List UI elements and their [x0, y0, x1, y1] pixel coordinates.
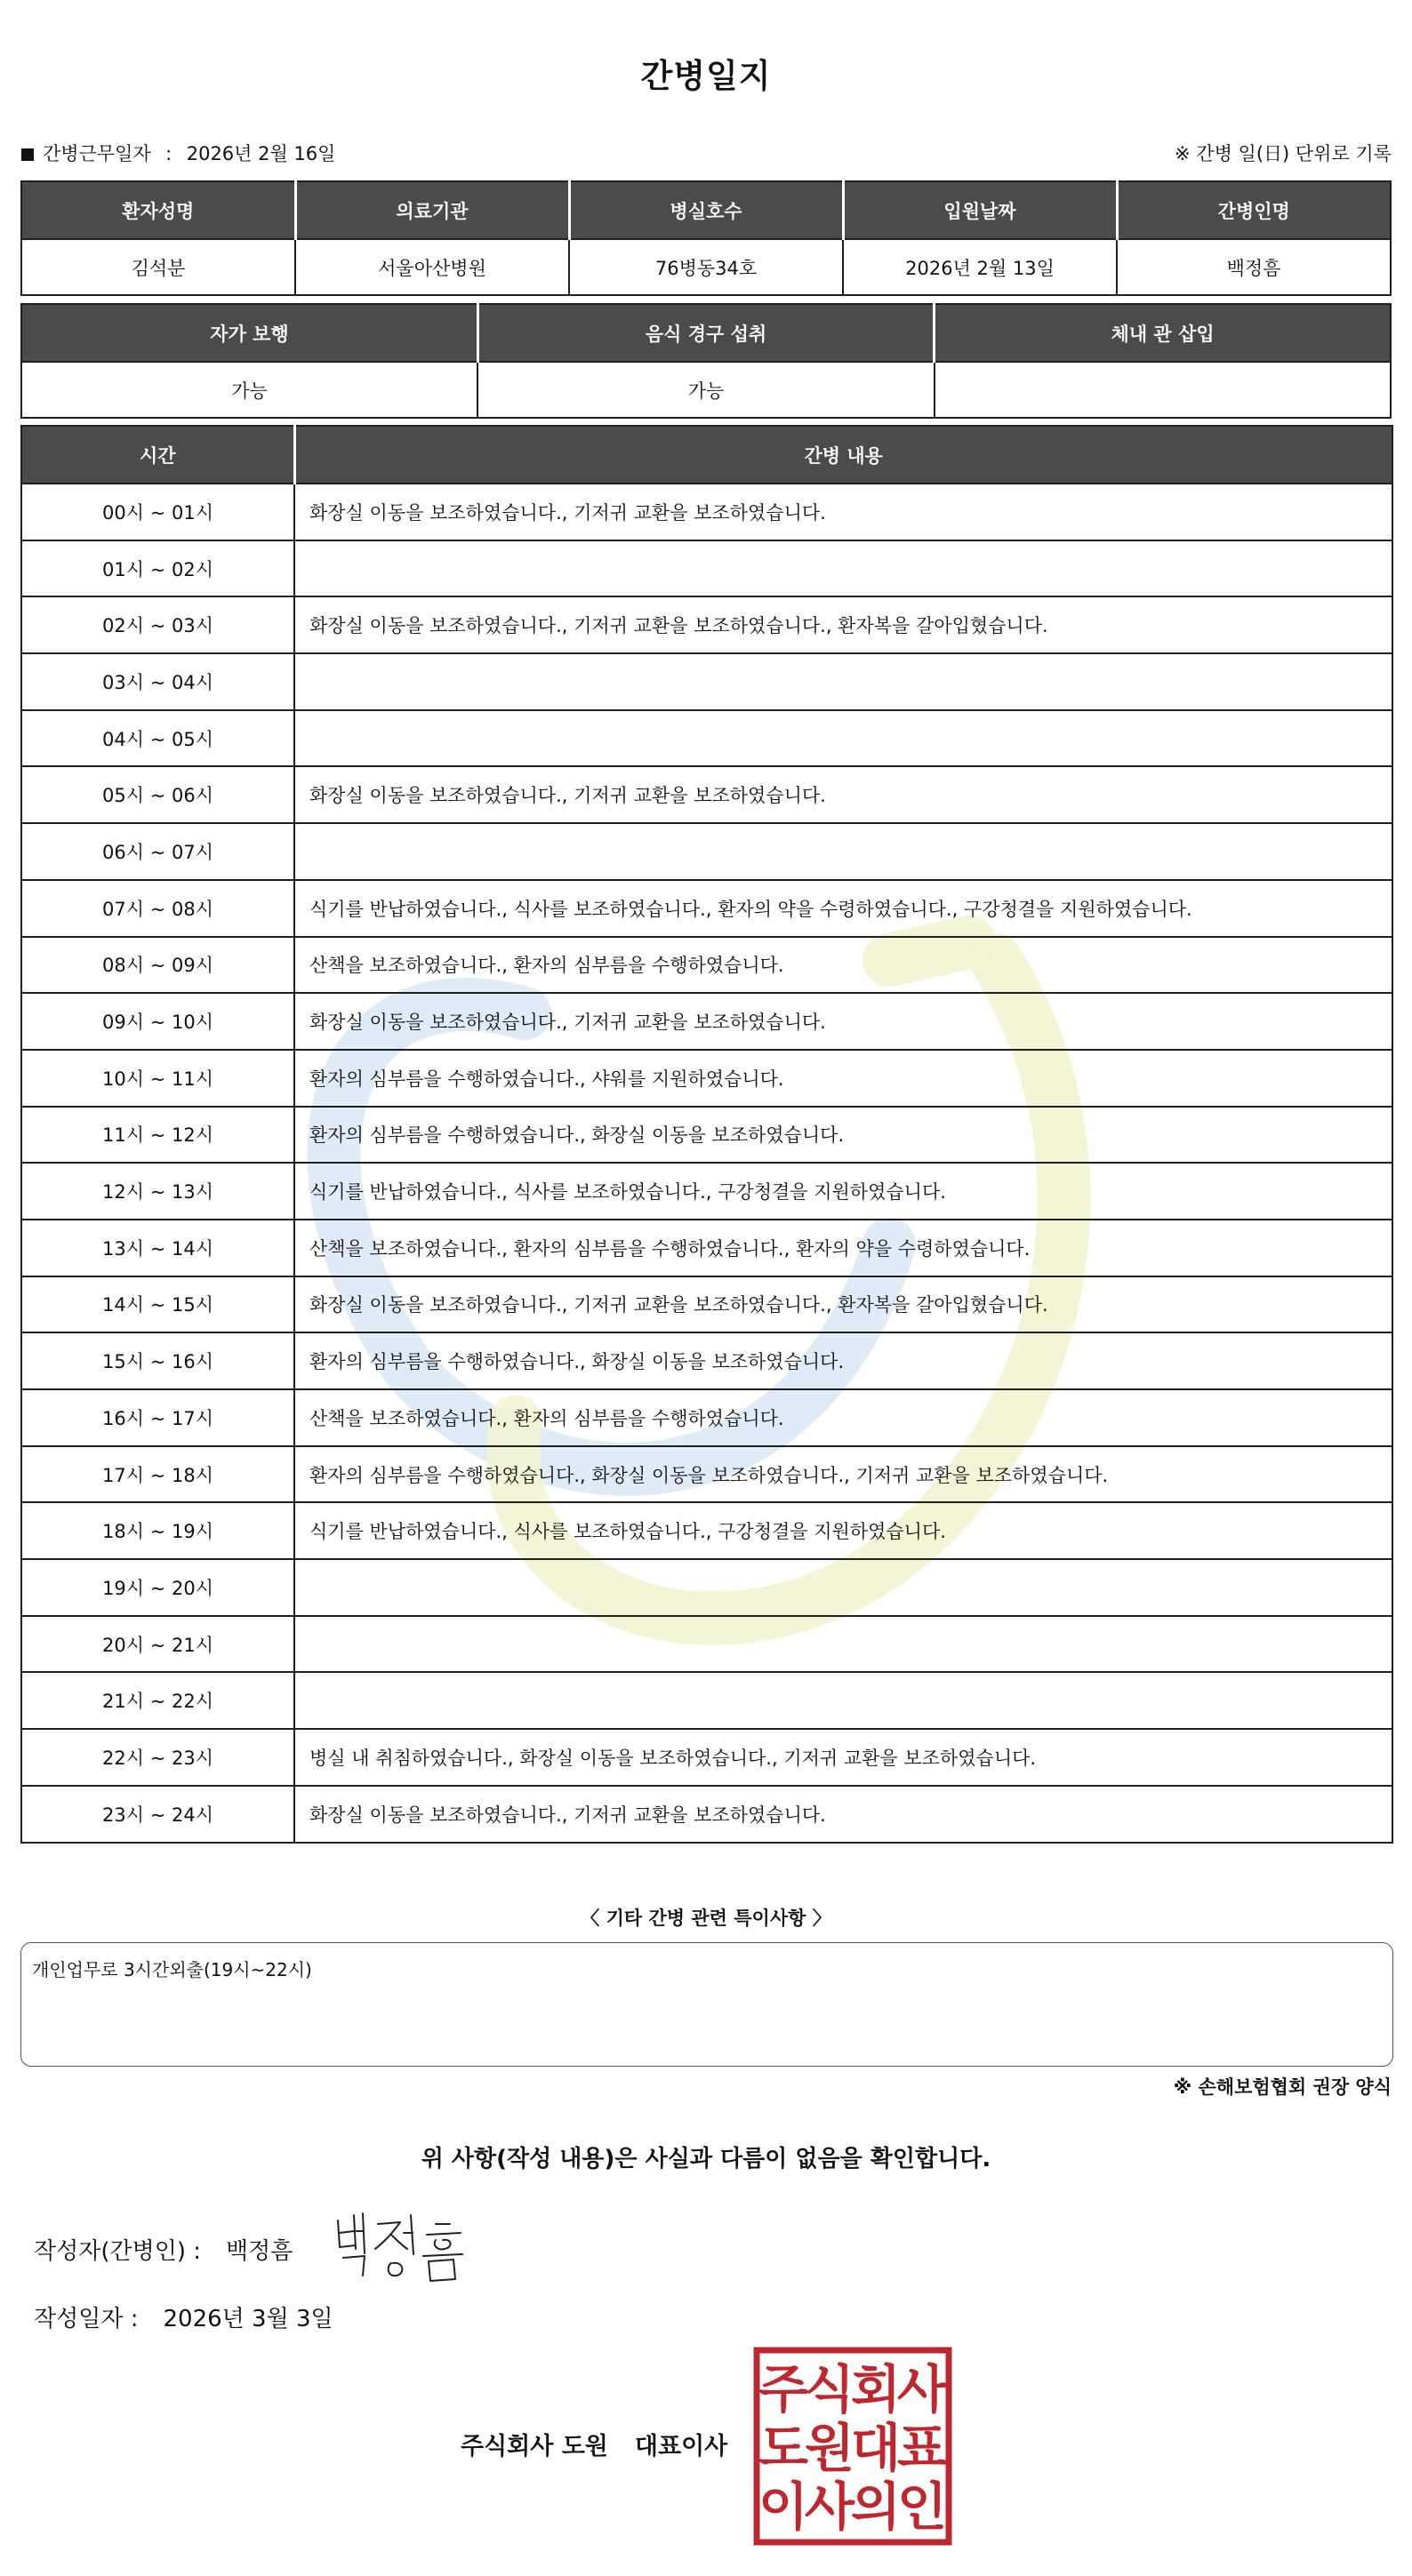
header-time: 시간 — [21, 426, 294, 484]
room-number: 76병동34호 — [569, 239, 843, 295]
log-time: 01시 ~ 02시 — [21, 540, 294, 597]
table-row — [21, 1276, 1392, 1333]
log-time: 00시 ~ 01시 — [21, 484, 294, 540]
seal-char: 인 — [896, 2476, 948, 2537]
table-row — [21, 880, 1392, 937]
table-row — [21, 1332, 1392, 1389]
writer-line — [34, 2233, 293, 2266]
log-time: 12시 ~ 13시 — [21, 1163, 294, 1220]
square-bullet-icon — [21, 148, 34, 161]
header-admission-date: 입원날짜 — [843, 181, 1117, 239]
caregiver-name: 백정흠 — [1117, 239, 1391, 295]
seal-char: 사 — [896, 2359, 948, 2420]
log-content: 산책을 보조하였습니다., 환자의 심부름을 수행하였습니다. — [294, 1389, 1392, 1446]
log-content: 화장실 이동을 보조하였습니다., 기저귀 교환을 보조하였습니다., 환자복을 갈아입혔습니다. — [294, 1276, 1392, 1333]
oral-intake-value: 가능 — [477, 362, 934, 418]
log-time: 02시 ~ 03시 — [21, 596, 294, 653]
log-content — [294, 823, 1392, 880]
header-oral-intake: 음식 경구 섭취 — [477, 304, 934, 362]
document-title: 간병일지 — [640, 57, 772, 95]
work-date-label: 간병근무일자 — [43, 143, 151, 164]
company-name: 주식회사 도원 — [461, 2433, 608, 2460]
log-time: 11시 ~ 12시 — [21, 1107, 294, 1164]
header-hospital: 의료기관 — [295, 181, 569, 239]
log-content: 환자의 심부름을 수행하였습니다., 화장실 이동을 보조하였습니다. — [294, 1107, 1392, 1164]
company-line — [461, 2427, 727, 2461]
write-date-value: 2026년 3월 3일 — [163, 2306, 333, 2332]
tube-insertion-value — [935, 362, 1391, 418]
patient-info-table — [20, 180, 1392, 296]
table-row — [21, 653, 1392, 710]
table-row — [21, 596, 1392, 653]
table-row — [21, 1729, 1392, 1786]
log-content — [294, 540, 1392, 597]
log-time: 06시 ~ 07시 — [21, 823, 294, 880]
log-content: 산책을 보조하였습니다., 환자의 심부름을 수행하였습니다. — [294, 937, 1392, 994]
log-time: 18시 ~ 19시 — [21, 1502, 294, 1559]
patient-status-table — [20, 303, 1392, 419]
seal-char: 주 — [758, 2359, 809, 2420]
table-row — [21, 1446, 1392, 1503]
patient-name: 김석분 — [21, 239, 295, 295]
header-care-content: 간병 내용 — [294, 426, 1392, 484]
log-time: 05시 ~ 06시 — [21, 766, 294, 823]
log-content: 화장실 이동을 보조하였습니다., 기저귀 교환을 보조하였습니다. — [294, 993, 1392, 1050]
work-date-separator: : — [165, 143, 172, 164]
table-row — [21, 1220, 1392, 1276]
seal-char: 의 — [850, 2476, 902, 2537]
log-time: 07시 ~ 08시 — [21, 880, 294, 937]
log-content: 병실 내 취침하였습니다., 화장실 이동을 보조하였습니다., 기저귀 교환을 보조하였습니다. — [294, 1729, 1392, 1786]
header-caregiver-name: 간병인명 — [1117, 181, 1391, 239]
log-time: 10시 ~ 11시 — [21, 1050, 294, 1107]
log-time: 15시 ~ 16시 — [21, 1332, 294, 1389]
table-row — [21, 1786, 1392, 1843]
log-content: 환자의 심부름을 수행하였습니다., 화장실 이동을 보조하였습니다. — [294, 1332, 1392, 1389]
care-log-table — [20, 425, 1393, 1844]
seal-char: 식 — [804, 2359, 855, 2420]
log-content: 식기를 반납하였습니다., 식사를 보조하였습니다., 구강청결을 지원하였습니다. — [294, 1163, 1392, 1220]
notes-title: 〈 기타 간병 관련 특이사항 〉 — [581, 1908, 831, 1929]
writer-name: 백정흠 — [226, 2238, 293, 2265]
log-content — [294, 1616, 1392, 1673]
write-date-label: 작성일자 : — [34, 2306, 139, 2332]
log-time: 23시 ~ 24시 — [21, 1786, 294, 1843]
log-content: 화장실 이동을 보조하였습니다., 기저귀 교환을 보조하였습니다. — [294, 766, 1392, 823]
hospital-name: 서울아산병원 — [295, 239, 569, 295]
self-walking-value: 가능 — [21, 362, 477, 418]
table-row — [21, 823, 1392, 880]
log-content — [294, 710, 1392, 767]
log-content: 화장실 이동을 보조하였습니다., 기저귀 교환을 보조하였습니다. — [294, 1786, 1392, 1843]
company-representative: 대표이사 — [634, 2433, 728, 2460]
recommendation-note: ※ 손해보험협회 권장 양식 — [1173, 2076, 1392, 2098]
patient-info-value-row — [21, 239, 1391, 295]
table-row — [21, 1050, 1392, 1107]
seal-char: 사 — [804, 2476, 855, 2537]
log-content — [294, 1672, 1392, 1729]
log-time: 22시 ~ 23시 — [21, 1729, 294, 1786]
work-date-line — [21, 140, 335, 166]
write-date-line — [34, 2300, 333, 2333]
header-room-number: 병실호수 — [569, 181, 843, 239]
seal-char: 도 — [758, 2418, 809, 2478]
confirmation-statement: 위 사항(작성 내용)은 사실과 다름이 없음을 확인합니다. — [421, 2146, 991, 2172]
table-row — [21, 1672, 1392, 1729]
table-row — [21, 1616, 1392, 1673]
writer-label: 작성자(간병인) : — [34, 2238, 202, 2265]
table-row — [21, 766, 1392, 823]
log-time: 09시 ~ 10시 — [21, 993, 294, 1050]
patient-info-header-row — [21, 181, 1391, 239]
table-row — [21, 540, 1392, 597]
table-row — [21, 1502, 1392, 1559]
log-content: 환자의 심부름을 수행하였습니다., 샤워를 지원하였습니다. — [294, 1050, 1392, 1107]
header-patient-name: 환자성명 — [21, 181, 295, 239]
log-content — [294, 1559, 1392, 1616]
log-content: 산책을 보조하였습니다., 환자의 심부름을 수행하였습니다., 환자의 약을 수령하였습니다. — [294, 1220, 1392, 1276]
table-row — [21, 937, 1392, 994]
table-row — [21, 484, 1392, 540]
log-content: 식기를 반납하였습니다., 식사를 보조하였습니다., 환자의 약을 수령하였습니다., 구강청결을 지원하였습니다. — [294, 880, 1392, 937]
table-row — [21, 1389, 1392, 1446]
log-content — [294, 653, 1392, 710]
log-time: 17시 ~ 18시 — [21, 1446, 294, 1503]
log-time: 03시 ~ 04시 — [21, 653, 294, 710]
log-time: 08시 ~ 09시 — [21, 937, 294, 994]
seal-char: 이 — [758, 2476, 809, 2537]
handwritten-signature — [329, 2204, 485, 2284]
log-time: 16시 ~ 17시 — [21, 1389, 294, 1446]
work-date-value: 2026년 2월 16일 — [186, 143, 336, 164]
admission-date: 2026년 2월 13일 — [843, 239, 1117, 295]
header-self-walking: 자가 보행 — [21, 304, 477, 362]
log-content: 환자의 심부름을 수행하였습니다., 화장실 이동을 보조하였습니다., 기저귀 교환을 보조하였습니다. — [294, 1446, 1392, 1503]
table-row — [21, 1559, 1392, 1616]
header-tube-insertion: 체내 관 삽입 — [935, 304, 1391, 362]
log-content: 화장실 이동을 보조하였습니다., 기저귀 교환을 보조하였습니다., 환자복을 갈아입혔습니다. — [294, 596, 1392, 653]
company-seal — [751, 2345, 954, 2548]
notes-box — [20, 1942, 1393, 2067]
care-log-header-row — [21, 426, 1392, 484]
table-row — [21, 993, 1392, 1050]
table-row — [21, 1163, 1392, 1220]
unit-note: ※ 간병 일(日) 단위로 기록 — [1175, 143, 1392, 164]
log-time: 21시 ~ 22시 — [21, 1672, 294, 1729]
log-content: 식기를 반납하였습니다., 식사를 보조하였습니다., 구강청결을 지원하였습니다. — [294, 1502, 1392, 1559]
log-time: 20시 ~ 21시 — [21, 1616, 294, 1673]
seal-char: 표 — [896, 2418, 948, 2478]
log-content: 화장실 이동을 보조하였습니다., 기저귀 교환을 보조하였습니다. — [294, 484, 1392, 540]
table-row — [21, 710, 1392, 767]
patient-status-header-row — [21, 304, 1391, 362]
table-row — [21, 1107, 1392, 1164]
log-time: 04시 ~ 05시 — [21, 710, 294, 767]
seal-char: 회 — [850, 2359, 902, 2420]
log-time: 13시 ~ 14시 — [21, 1220, 294, 1276]
log-time: 14시 ~ 15시 — [21, 1276, 294, 1333]
notes-content: 개인업무로 3시간외출(19시~22시) — [32, 1959, 312, 1980]
patient-status-value-row — [21, 362, 1391, 418]
seal-char: 원 — [804, 2418, 855, 2478]
seal-char: 대 — [850, 2418, 902, 2478]
log-time: 19시 ~ 20시 — [21, 1559, 294, 1616]
